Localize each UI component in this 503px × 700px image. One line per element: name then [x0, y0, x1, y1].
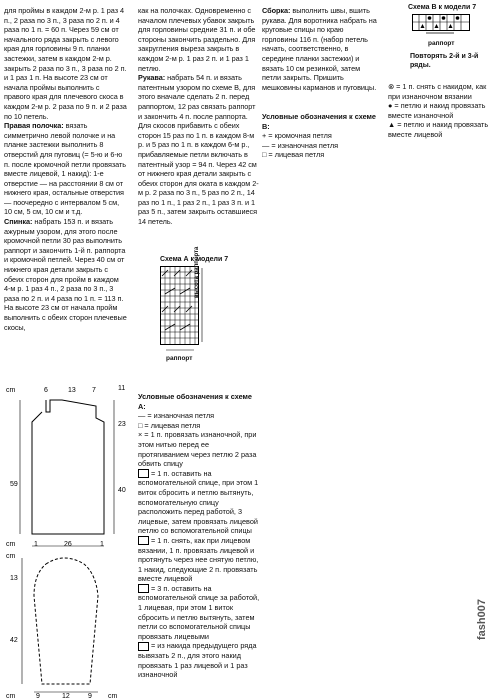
- legend-item: = из накида предыдущего ряда вывязать 2 п., для этого накид провязать 1 раз лицевой и 1 раз изнаночной: [138, 641, 257, 680]
- cable-left-icon: [138, 469, 149, 478]
- cable-right-icon: [138, 584, 149, 593]
- dimension-label: 11: [118, 385, 126, 392]
- decrease-icon: [138, 536, 149, 545]
- dimension-label: cm: [6, 387, 16, 394]
- scheme-b-rapport-label: раппорт: [428, 40, 455, 47]
- scheme-a-chart: [160, 266, 222, 356]
- dimension-label: 9: [88, 693, 92, 700]
- paragraph-body: выполнить швы, вшить рукава. Для воротника набрать на круговые спицы по краю горловины 116 п. (набор петель начать, соответственно, в середине планки застежки) и вязать 10 см резинкой, затем петли закрыть. Пришить мешковины карманов и пуговицы.: [262, 6, 377, 92]
- legend-item: ▲ = петлю и накид провязать вместе лицевой: [388, 120, 489, 139]
- paragraph: [262, 6, 380, 92]
- paragraph: [138, 73, 261, 227]
- paragraph: для проймы в каждом 2-м р. 1 раз 4 п., 2 раза по 3 п., 3 раза по 2 п. и 4 раза по 1 п. = 60 п. Через 59 см от начального ряда закрыть с левого края для горловины 9 п. планки застежки, затем в каждом 2-м р. закрыть 2 раза по 3 п., 3 раза по 2 п. и 1 раз 1 п. На высоте 23 см от начала проймы выполнить с правого края для плечевого скоса в каждом 2-м р. 2 раза по 9 п. и 2 раза по 10 петель.: [4, 6, 127, 121]
- paragraph-body: набрать 54 п. и вязать патентным узором по схеме В, для этого вначале сделать 2 п. перед раппортом, 12 раз связать раппорт и закончить 4 п. после раппорта. Для скосов прибавить с обеих сторон 15 раз по 1 п. в каждом 8-м р. и 5 раз по 1 п. в каждом 6-м р., прибавляемые петли включать в патентный узор = 94 п. Через 42 см от нижнего края детали закрыть с обеих сторон для оката в каждом 2-м р. 2 раза по 3 п., 5 раз по 2 п., 14 раз по 1 п., 1 раз 2 п., 1 раз 3 п. и 1 раз 5 п., затем закрыть оставшиеся 14 петель.: [138, 73, 259, 227]
- paragraph: как на полочках. Одновременно с началом плечевых убавок закрыть для горловины средние 31 п. и обе стороны закончить раздельно. Для закругления выреза закрыть в каждом 2-м р. 1 раз 2 п. и 1 раз 1 петлю.: [138, 6, 256, 73]
- section-heading: Правая полочка:: [4, 121, 64, 131]
- paragraph-body: вязать симметрично левой полочке и на планке застежки выполнить 8 отверстий для пуговиц (= 5-ю и 6-ю п. после кромочной петли провязать вместе лицевой, 1 накид): 1-е отверстие — на расстоянии 8 см от нижнего края, остальные отверстия — поочередно с интервалом 5 см, 10 см, 5 см, 10 см и т.д.: [4, 121, 127, 217]
- legend-item: — = изнаночная петля: [138, 411, 215, 421]
- legend-item: □ = лицевая петля: [262, 150, 325, 160]
- dimension-label: 1: [34, 541, 38, 548]
- dimension-label: 26: [64, 541, 72, 548]
- dimension-label: 1: [100, 541, 104, 548]
- legend-title: Условные обозначения к схеме В:: [262, 112, 376, 131]
- paragraph: [4, 121, 127, 217]
- legend-scheme-b: [262, 112, 380, 160]
- legend-item: — = изнаночная петля: [262, 140, 339, 150]
- legend-scheme-b-symbols: [388, 82, 500, 140]
- text-column-1: [4, 6, 127, 332]
- dimension-label: 6: [44, 387, 48, 394]
- legend-item: = 3 п. оставить на вспомогательной спице за работой, 1 лицевая, при этом 1 виток сбросить и петлю вытянуть, затем петли со вспомогательной спицы провязать лицевыми: [138, 583, 260, 641]
- dimension-label: cm: [6, 553, 16, 560]
- dimension-label: 23: [118, 421, 126, 428]
- watermark: fash007: [476, 599, 488, 640]
- dimension-label: 13: [10, 575, 18, 582]
- scheme-b-repeat-note: Повторять 2-й и 3-й ряды.: [410, 53, 479, 69]
- dimension-label: 13: [68, 387, 76, 394]
- legend-item: = 1 п. снять, как при лицевом вязании, 1 п. провязать лицевой и протянуть через нее снятую петлю, 1 накид, следующие 2 п. провязать вместе лицевой: [138, 535, 259, 584]
- scheme-a-height-label: высота раппорта: [194, 246, 200, 298]
- sleeve-pattern-diagram: [4, 548, 132, 700]
- section-heading: Спинка:: [4, 217, 33, 227]
- text-column-3: [262, 6, 380, 92]
- legend-title: Условные обозначения к схеме А:: [138, 392, 252, 411]
- dimension-label: 59: [10, 481, 18, 488]
- dimension-label: 9: [36, 693, 40, 700]
- scheme-a-title: Схема А к модели 7: [160, 256, 229, 263]
- scheme-b-title: Схема В к модели 7: [408, 4, 477, 11]
- scheme-a-rapport-label: раппорт: [166, 355, 193, 362]
- legend-item: + = кромочная петля: [262, 131, 332, 141]
- front-pattern-diagram: [4, 382, 132, 552]
- dimension-label: 12: [62, 693, 70, 700]
- dimension-label: 42: [10, 637, 18, 644]
- dimension-label: 40: [118, 487, 126, 494]
- legend-item: = 1 п. оставить на вспомогательной спице, при этом 1 виток сбросить и петлю вытянуть, вспомогательную спицу расположить перед работой, 3 лицевые, затем провязать лицевой петлю со вспомогательной спицы: [138, 468, 259, 536]
- dimension-label: cm: [108, 693, 118, 700]
- scheme-b-chart: [412, 14, 470, 36]
- increase-icon: [138, 642, 149, 651]
- legend-scheme-a: [138, 392, 260, 680]
- dimension-label: cm: [6, 541, 16, 548]
- dimension-label: cm: [6, 693, 16, 700]
- legend-item: ⊗ = 1 п. снять с накидом, как при изнаночном вязании: [388, 82, 487, 101]
- paragraph-body: набрать 153 п. и вязать ажурным узором, для этого после кромочной петли 30 раз выполнить раппорт и закончить 1-й п. раппорта и кромочной петлей. Через 40 см от нижнего края детали закрыть с обеих сторон для пройм в каждом 4-м р. 1 раз 4 п., 2 раза по 3 п., 3 раза по 2 п. и 4 раза по 1 п. = 113 п. На высоте 23 см от начала пройм выполнить с обеих сторон плечевые скосы,: [4, 217, 127, 332]
- section-heading: Рукава:: [138, 73, 166, 83]
- legend-item: ● = петлю и накид провязать вместе изнаночной: [388, 101, 486, 120]
- legend-item: × = 1 п. провязать изнаночной, при этом нитью перед ее протягиванием через петлю 2 раза обвить спицу: [138, 430, 257, 469]
- dimension-label: 7: [92, 387, 96, 394]
- legend-item: □ = лицевая петля: [138, 420, 201, 430]
- text-column-2: [138, 6, 261, 227]
- paragraph: [4, 217, 127, 332]
- section-heading: Сборка:: [262, 6, 291, 15]
